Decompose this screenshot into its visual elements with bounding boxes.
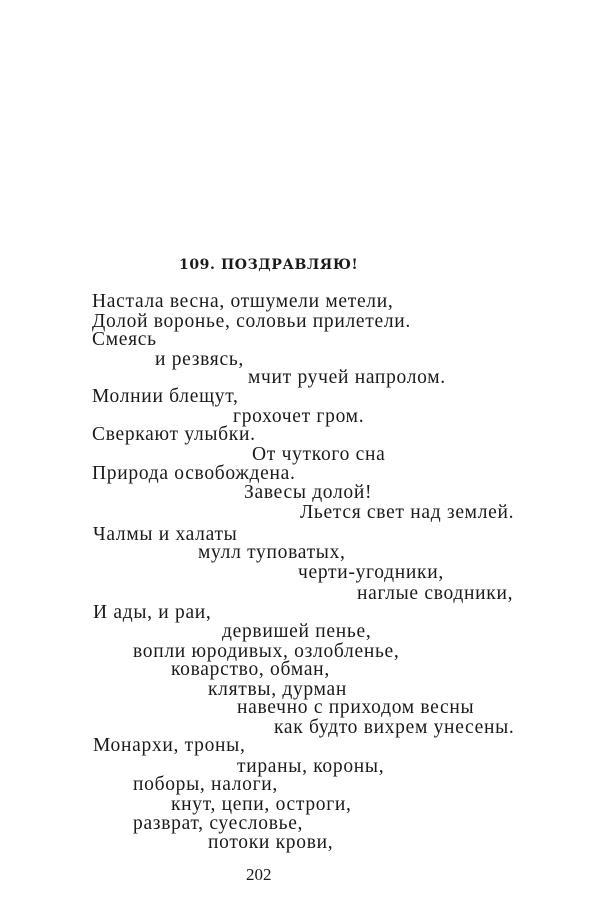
poem-line: От чуткого сна — [252, 444, 386, 465]
poem-line: поборы, налоги, — [133, 774, 279, 795]
poem-line: грохочет гром. — [233, 406, 365, 427]
poem-line: Настала весна, отшумели метели, — [92, 291, 394, 312]
poem-line: разврат, суесловье, — [133, 813, 304, 834]
poem-line: навечно с приходом весны — [237, 697, 475, 718]
poem-line: и резвясь, — [155, 349, 244, 370]
poem-line: И ады, и раи, — [93, 602, 212, 623]
poem-line: кнут, цепи, остроги, — [171, 794, 352, 815]
page-number: 202 — [246, 865, 272, 884]
poem-line: Монархи, троны, — [93, 735, 246, 756]
poem-line: Льется свет над землей. — [300, 502, 515, 523]
poem-line: мулл туповатых, — [198, 542, 346, 563]
poem-line: Сверкают улыбки. — [92, 424, 256, 445]
poem-line: Чалмы и халаты — [93, 524, 238, 545]
poem-line: Молнии блещут, — [92, 386, 239, 407]
poem-line: Природа освобождена. — [92, 463, 296, 484]
poem-line: Завесы долой! — [244, 482, 373, 503]
poem-line: наглые сводники, — [357, 583, 514, 604]
poem-line: клятвы, дурман — [208, 679, 347, 700]
poem-line: дервишей пенье, — [222, 621, 372, 642]
poem-line: вопли юродивых, озлобленье, — [133, 641, 400, 662]
poem-title: 109. ПОЗДРАВЛЯЮ! — [179, 257, 359, 273]
poem-line: Смеясь — [92, 329, 157, 350]
poem-line: коварство, обман, — [171, 659, 330, 680]
poem-line: мчит ручей напролом. — [248, 367, 446, 388]
poem-line: тираны, короны, — [237, 756, 385, 777]
poem-line: черти-угодники, — [298, 562, 444, 583]
poem-line: как будто вихрем унесены. — [274, 717, 515, 738]
poem-line: потоки крови, — [208, 832, 334, 853]
poem-line: Долой воронье, соловьи прилетели. — [92, 311, 412, 332]
